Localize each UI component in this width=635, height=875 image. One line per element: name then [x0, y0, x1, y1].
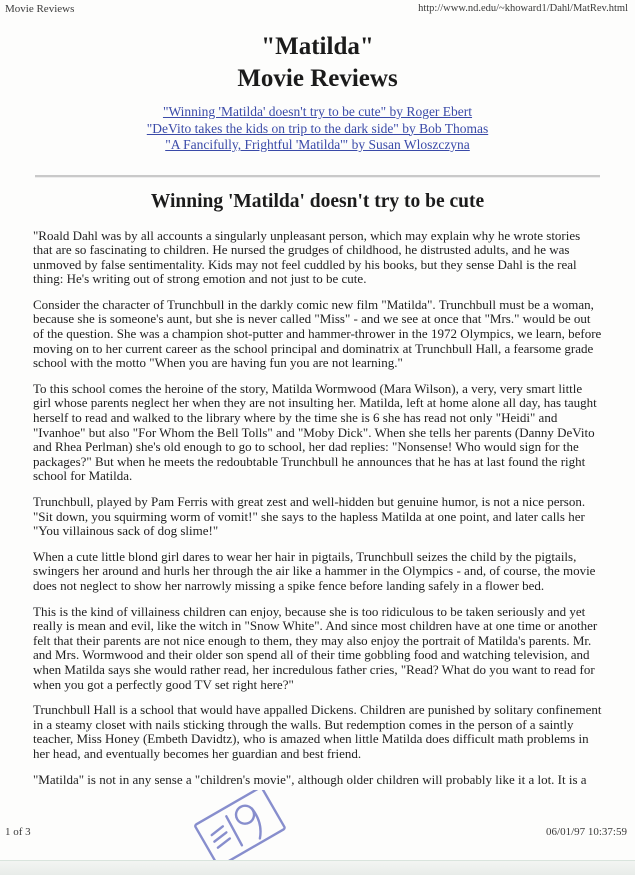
print-header-url: http://www.nd.edu/~khoward1/Dahl/MatRev.html — [418, 3, 628, 14]
link-susan-wloszczyna-review[interactable]: "A Fancifully, Frightful 'Matilda'" by Susan Wloszczyna — [165, 137, 470, 152]
link-roger-ebert-review[interactable]: "Winning 'Matilda' doesn't try to be cute" by Roger Ebert — [162, 104, 473, 119]
review-paragraph: To this school comes the heroine of the story, Matilda Wormwood (Mara Wilson), a very, very smart little girl whose parents neglect her when they are not insulting her. Matilda, left at home alone all day, has taught herself to read and walked to the library where by the time she is 6 she has read not only "Heidi" and "Ivanhoe" but also "For Whom the Bell Tolls" and "Moby Dick". When she tells her parents (Danny DeVito and Rhea Perlman) she's old enough to go to school, her dad replies: "Nonsense! Who would sign for the packages?" But when he meets the redoubtable Trunchbull he announces that he has at last found the right school for Matilda. — [33, 380, 597, 484]
review-paragraph: Consider the character of Trunchbull in the darkly comic new film "Matilda". Trunchbull must be a woman, because she is someone's aunt, but she is never called "Miss" - and we see at once that "Mrs." would be out of the question. She was a champion shot-putter and hammer-thrower in the 1972 Olympics, we learn, before moving on to her current career as the school principal and dominatrix at Trunchbull Hall, a fearsome grade school with the motto "When you are having fun you are not learning." — [33, 296, 602, 371]
section-heading: Winning 'Matilda' doesn't try to be cute — [150, 190, 485, 212]
review-paragraph: "Matilda" is not in any sense a "children's movie", although older children will probably like it a lot. It is a — [33, 771, 587, 787]
scan-edge-strip — [0, 860, 635, 875]
review-links — [0, 104, 635, 154]
print-timestamp: 06/01/97 10:37:59 — [546, 826, 627, 838]
link-bob-thomas-review[interactable]: "DeVito takes the kids on trip to the dark side" by Bob Thomas — [146, 120, 489, 136]
print-footer — [0, 826, 635, 838]
review-paragraph: This is the kind of villainess children can enjoy, because she is too ridiculous to be taken seriously and yet really is mean and evil, like the witch in "Snow White". And since most children have at one time or another felt that their parents are not nice enough to them, they may also enjoy the portrait of Matilda's parents. Mr. and Mrs. Wormwood and their older son spend all of their time gobbling food and watching television, and when Matilda says she would rather read, her incredulous father cries, "Read? What do you want to read for when you got a perfectly good TV set right here?" — [33, 603, 598, 692]
review-paragraph: When a cute little blond girl dares to wear her hair in pigtails, Trunchbull seizes the child by the pigtails, swingers her around and hurls her through the air like a hammer in the Olympics - and, of course, the movie does not neglect to show her narrowly missing a spike fence before landing safely in a flower bed. — [33, 548, 596, 593]
horizontal-rule — [35, 175, 600, 178]
print-header — [0, 0, 635, 15]
review-paragraph: Trunchbull, played by Pam Ferris with great zest and well-hidden but genuine humor, is not a nice person. "Sit down, you squirming worm of vomit!" she says to the hapless Matilda at one point, and later calls her "You villainous sack of dog slime!" — [33, 494, 586, 539]
print-header-title: Movie Reviews — [5, 3, 75, 15]
review-paragraph: Trunchbull Hall is a school that would have appalled Dickens. Children are punished by solitary confinement in a steamy closet with nails sticking through the walls. But redemption comes in the person of a saintly teacher, Miss Honey (Embeth Davidtz), who is amazed when little Matilda does difficult math problems in her head, and eventually becomes her guardian and best friend. — [33, 702, 602, 761]
page-number: 1 of 3 — [5, 826, 31, 838]
review-body — [33, 229, 602, 788]
page-title-line2: Movie Reviews — [237, 65, 398, 92]
review-paragraph: "Roald Dahl was by all accounts a singularly unpleasant person, which may explain why he wrote stories that are so fascinating to children. He nursed the grudges of childhood, he distrusted adults, and he was unmoved by false sentimentality. Kids may not feel cuddled by his books, but they sense Dahl is the real thing: He's writing out of strong emotion and not just to be cute. — [33, 227, 581, 287]
page-title-line1: "Matilda" — [261, 33, 374, 60]
page-title — [0, 31, 635, 95]
